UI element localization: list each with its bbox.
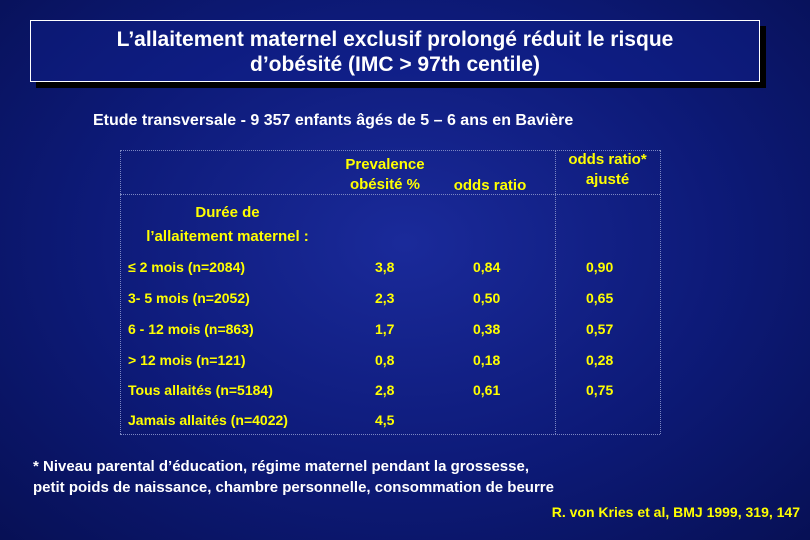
row-3-label: 6 - 12 mois (n=863) [128,321,254,337]
footnote-line-2: petit poids de naissance, chambre personnelle, consommation de beurre [33,479,554,496]
row-3-prevalence: 1,7 [375,321,395,337]
title-line-2: d’obésité (IMC > 97th centile) [250,53,540,76]
footnote [33,456,554,498]
row-1-prevalence: 3,8 [375,259,395,275]
study-subtitle: Etude transversale - 9 357 enfants âgés de 5 – 6 ans en Bavière [93,112,574,129]
slide-title [30,20,760,82]
row-2-adjusted: 0,65 [586,290,614,306]
row-3-adjusted: 0,57 [586,321,614,337]
citation: R. von Kries et al, BMJ 1999, 319, 147 [551,504,800,520]
header-prevalence [330,155,440,195]
row-1-adjusted: 0,90 [586,259,614,275]
header-odds-ratio-text: odds ratio [453,177,527,194]
row-4-odds-ratio: 0,18 [473,352,501,368]
header-duration-line-2: l’allaitement maternel : [146,228,309,245]
row-6-label: Jamais allaités (n=4022) [128,412,288,428]
header-adjusted-odds-ratio [555,150,660,190]
title-line-1: L’allaitement maternel exclusif prolongé réduit le risque [116,28,674,51]
row-5-odds-ratio: 0,61 [473,382,501,398]
table-bottom-line [120,434,660,435]
row-2-odds-ratio: 0,50 [473,290,501,306]
row-5-adjusted: 0,75 [586,382,614,398]
row-3-odds-ratio: 0,38 [473,321,501,337]
header-prevalence-line-2: obésité % [349,176,421,193]
header-prevalence-line-1: Prevalence [345,156,425,173]
row-2-prevalence: 2,3 [375,290,395,306]
row-2-label: 3- 5 mois (n=2052) [128,290,250,306]
row-4-label: > 12 mois (n=121) [128,352,246,368]
row-4-prevalence: 0,8 [375,352,395,368]
footnote-line-1: * Niveau parental d’éducation, régime maternel pendant la grossesse, [33,458,529,475]
header-adjusted-line-1: odds ratio* [568,151,647,168]
row-5-label: Tous allaités (n=5184) [128,382,273,398]
header-duration-line-1: Durée de [195,204,260,221]
row-4-adjusted: 0,28 [586,352,614,368]
row-6-prevalence: 4,5 [375,412,395,428]
table-left-line [120,150,121,434]
table-right-line [660,150,661,434]
row-1-label: ≤ 2 mois (n=2084) [128,259,246,275]
header-duration [120,201,335,249]
table-column-divider [555,150,556,434]
header-adjusted-line-2: ajusté [585,171,630,188]
row-1-odds-ratio: 0,84 [473,259,501,275]
row-5-prevalence: 2,8 [375,382,395,398]
header-odds-ratio [440,176,540,196]
